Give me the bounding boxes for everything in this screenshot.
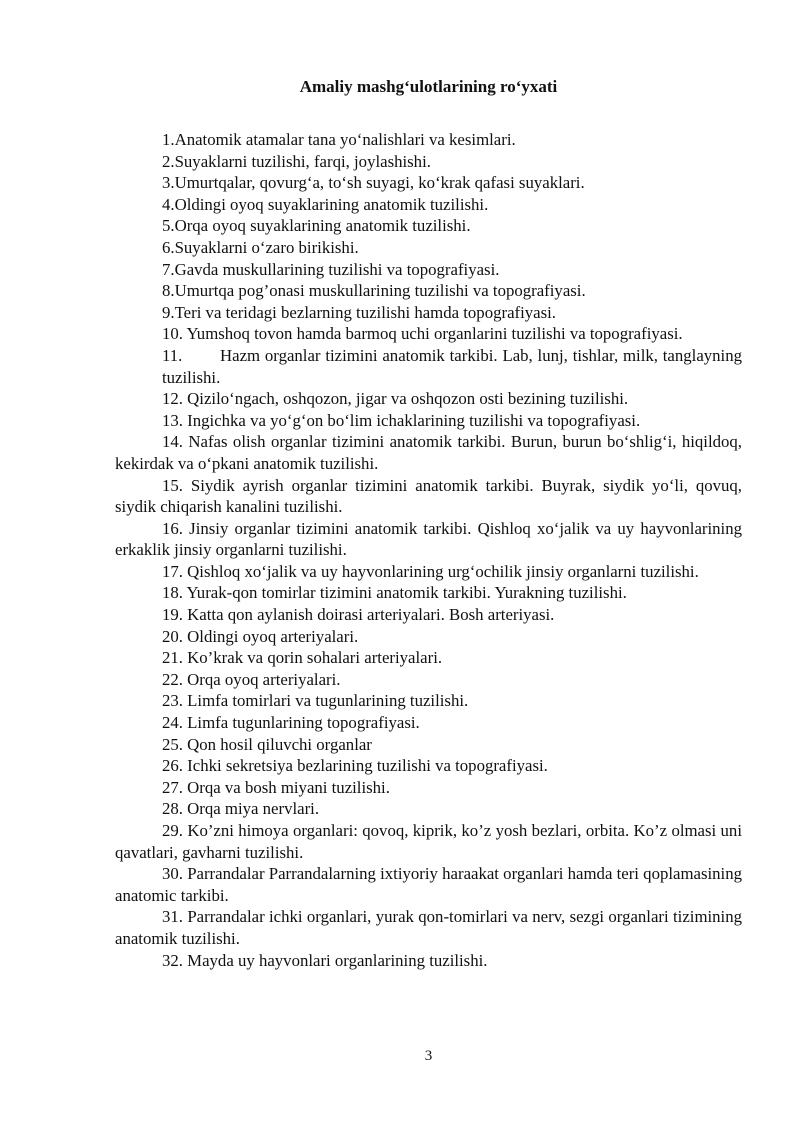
list-item: 1.Anatomik atamalar tana yo‘nalishlari va kesimlari.	[162, 130, 516, 149]
list-item: 12. Qizilo‘ngach, oshqozon, jigar va oshqozon osti bezining tuzilishi.	[162, 389, 629, 409]
list-item-text: Hazm organlar tizimini anatomik tarkibi. Lab, lunj, tishlar, milk, tanglayning tuzilishi.	[162, 345, 742, 387]
list-item: 15. Siydik ayrish organlar tizimini anatomik tarkibi. Buyrak, siydik yo‘li, qovuq, siydik chiqarish kanalini tuzilishi.	[115, 475, 742, 517]
list-item: 32. Mayda uy hayvonlari organlarining tuzilishi.	[162, 950, 488, 970]
list-item: 4.Oldingi oyoq suyaklarining anatomik tuzilishi.	[162, 194, 489, 214]
list-item: 5.Orqa oyoq suyaklarining anatomik tuzilishi.	[162, 216, 471, 236]
list-item: 29. Ko’zni himoya organlari: qovoq, kiprik, ko’z yosh bezlari, orbita. Ko’z olmasi uni qavatlari, gavharni tuzilishi.	[115, 821, 742, 862]
topic-list	[115, 129, 742, 971]
list-item: 13. Ingichka va yo‘g‘on bo‘lim ichaklarining tuzilishi va topografiyasi.	[162, 410, 641, 430]
page-number: 3	[424, 1048, 433, 1064]
list-item: 27. Orqa va bosh miyani tuzilishi.	[162, 777, 390, 797]
list-item-number: 11.	[162, 345, 183, 365]
list-item: 7.Gavda muskullarining tuzilishi va topografiyasi.	[162, 259, 500, 279]
list-item: 6.Suyaklarni o‘zaro birikishi.	[162, 237, 359, 257]
list-item: 22. Orqa oyoq arteriyalari.	[162, 669, 341, 689]
list-item: 8.Umurtqa pog’onasi muskullarining tuzilishi va topografiyasi.	[162, 281, 586, 301]
list-item: 17. Qishloq xo‘jalik va uy hayvonlarining urg‘ochilik jinsiy organlarni tuzilishi.	[162, 561, 699, 581]
list-item: 30. Parrandalar Parrandalarning ixtiyoriy haraakat organlari hamda teri qoplamasining anatomic tarkibi.	[115, 864, 742, 905]
list-item: 20. Oldingi oyoq arteriyalari.	[162, 626, 359, 646]
list-item: 19. Katta qon aylanish doirasi arteriyalari. Bosh arteriyasi.	[162, 605, 555, 625]
list-item: 26. Ichki sekretsiya bezlarining tuzilishi va topografiyasi.	[162, 756, 548, 776]
list-item: 21. Ko’krak va qorin sohalari arteriyalari.	[162, 648, 443, 668]
list-item: 9.Teri va teridagi bezlarning tuzilishi hamda topografiyasi.	[162, 302, 556, 322]
page-title: Amaliy mashg‘ulotlarining ro‘yxati	[299, 77, 558, 96]
list-item: 23. Limfa tomirlari va tugunlarining tuzilishi.	[162, 691, 469, 711]
list-item: 3.Umurtqalar, qovurg‘a, to‘sh suyagi, ko‘krak qafasi suyaklari.	[162, 173, 585, 193]
list-item: 24. Limfa tugunlarining topografiyasi.	[162, 713, 420, 733]
list-item: 16. Jinsiy organlar tizimini anatomik tarkibi. Qishloq xo‘jalik va uy hayvonlarining erkaklik jinsiy organlarni tuzilishi.	[115, 518, 742, 560]
list-item: 18. Yurak-qon tomirlar tizimini anatomik tarkibi. Yurakning tuzilishi.	[162, 583, 627, 603]
list-item: 31. Parrandalar ichki organlari, yurak qon-tomirlari va nerv, sezgi organlari tizimining anatomik tuzilishi.	[115, 907, 742, 948]
list-item: 10. Yumshoq tovon hamda barmoq uchi organlarini tuzilishi va topografiyasi.	[162, 324, 683, 344]
list-item: 14. Nafas olish organlar tizimini anatomik tarkibi. Burun, burun bo‘shlig‘i, hiqildoq, kekirdak va o‘pkani anatomik tuzilishi.	[115, 432, 742, 473]
list-item	[115, 345, 742, 388]
list-item: 25. Qon hosil qiluvchi organlar	[162, 734, 372, 754]
list-item: 28. Orqa miya nervlari.	[162, 799, 320, 819]
list-item: 2.Suyaklarni tuzilishi, farqi, joylashishi.	[162, 151, 431, 171]
